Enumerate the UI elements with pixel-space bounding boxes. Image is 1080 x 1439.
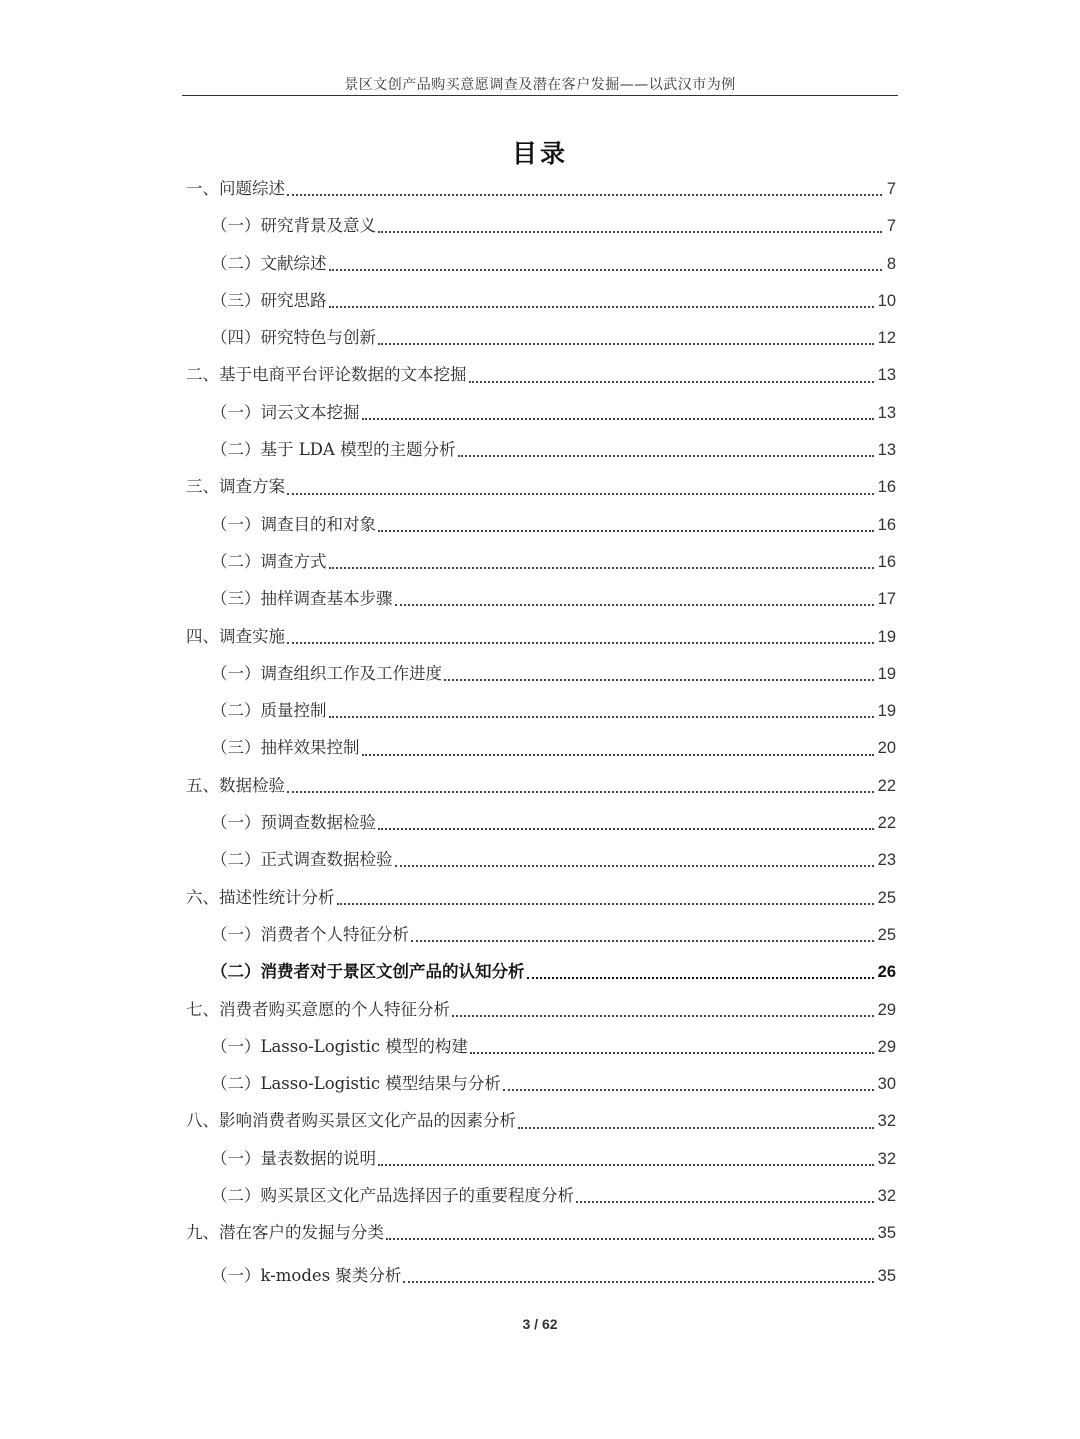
toc-dot-leader	[329, 566, 874, 569]
toc-dot-leader	[362, 753, 874, 756]
toc-entry-label: 一、问题综述	[186, 179, 285, 198]
toc-section-entry[interactable]	[186, 1257, 896, 1294]
toc-dot-leader	[287, 790, 874, 793]
toc-entry-label: （一）预调查数据检验	[211, 813, 376, 833]
toc-dot-leader	[458, 454, 874, 457]
toc-entry-label: （一）词云文本挖掘	[211, 402, 360, 422]
toc-entry-label: （二）消费者对于景区文创产品的认知分析	[211, 962, 525, 982]
toc-section-entry[interactable]	[186, 1065, 896, 1102]
toc-chapter-entry[interactable]	[186, 356, 896, 393]
toc-title: 目录	[511, 139, 568, 168]
toc-section-entry[interactable]	[186, 655, 896, 692]
toc-dot-leader	[576, 1200, 874, 1203]
toc-dot-leader	[287, 193, 882, 196]
toc-section-entry[interactable]	[186, 580, 896, 617]
toc-dot-leader	[395, 864, 874, 867]
running-header-title: 景区文创产品购买意愿调查及潜在客户发掘——以武汉市为例	[344, 77, 736, 93]
toc-entry-page-number: 25	[877, 925, 896, 944]
toc-entry-page-number: 16	[877, 552, 896, 571]
toc-entry-page-number: 16	[877, 478, 896, 497]
toc-dot-leader	[527, 976, 874, 979]
toc-section-entry[interactable]	[186, 729, 896, 766]
toc-chapter-entry[interactable]	[186, 618, 896, 655]
toc-entry-page-number: 17	[877, 590, 896, 609]
toc-entry-label: 二、基于电商平台评论数据的文本挖掘	[186, 365, 467, 385]
toc-section-entry[interactable]	[186, 804, 896, 841]
toc-entry-label: 五、数据检验	[186, 775, 285, 795]
toc-dot-leader	[518, 1126, 874, 1129]
toc-entry-page-number: 10	[877, 291, 896, 310]
toc-section-entry[interactable]	[186, 841, 896, 878]
toc-dot-leader	[287, 641, 874, 644]
toc-entry-page-number: 19	[877, 702, 896, 721]
toc-entry-label: 七、消费者购买意愿的个人特征分析	[186, 999, 450, 1019]
toc-entry-page-number: 25	[877, 888, 896, 907]
toc-chapter-entry[interactable]	[186, 879, 896, 916]
toc-entry-label: （三）抽样调查基本步骤	[211, 589, 393, 609]
toc-entry-label: （二）正式调查数据检验	[211, 850, 393, 870]
toc-dot-leader	[469, 380, 874, 383]
page-number-indicator: 3 / 62	[522, 1316, 558, 1332]
toc-entry-label: （二）文献综述	[211, 253, 327, 273]
toc-entry-page-number: 13	[877, 366, 896, 385]
toc-entry-label: （一）k-modes 聚类分析	[211, 1265, 402, 1285]
toc-section-entry[interactable]	[186, 431, 896, 468]
toc-entry-page-number: 22	[877, 814, 896, 833]
toc-entry-page-number: 35	[877, 1224, 896, 1243]
toc-chapter-entry[interactable]	[186, 1214, 896, 1251]
toc-section-entry[interactable]	[186, 282, 896, 319]
toc-entry-label: （一）消费者个人特征分析	[211, 924, 409, 944]
toc-dot-leader	[378, 342, 874, 345]
toc-entry-page-number: 7	[886, 217, 896, 236]
toc-section-entry[interactable]	[186, 1140, 896, 1177]
toc-chapter-entry[interactable]	[186, 1102, 896, 1139]
toc-entry-label: （三）研究思路	[211, 290, 327, 310]
header-divider	[182, 95, 898, 96]
toc-entry-page-number: 32	[877, 1149, 896, 1168]
toc-chapter-entry[interactable]	[186, 468, 896, 505]
toc-entry-label: （二）购买景区文化产品选择因子的重要程度分析	[211, 1186, 574, 1206]
toc-section-entry[interactable]	[186, 692, 896, 729]
toc-dot-leader	[378, 529, 874, 532]
toc-entry-label: （二）调查方式	[211, 551, 327, 571]
toc-section-entry[interactable]	[186, 245, 896, 282]
toc-chapter-entry[interactable]	[186, 767, 896, 804]
toc-entry-label: （一）调查组织工作及工作进度	[211, 663, 442, 683]
toc-entry-label: （一）调查目的和对象	[211, 514, 376, 534]
toc-entry-label: （二）质量控制	[211, 701, 327, 721]
toc-entry-label: （二）基于 LDA 模型的主题分析	[211, 440, 456, 460]
toc-dot-leader	[503, 1088, 874, 1091]
toc-dot-leader	[378, 230, 882, 233]
toc-dot-leader	[470, 1051, 874, 1054]
toc-entry-label: （一）研究背景及意义	[211, 216, 376, 236]
toc-entry-page-number: 22	[877, 776, 896, 795]
toc-entry-page-number: 35	[877, 1266, 896, 1285]
toc-entry-page-number: 29	[877, 1037, 896, 1056]
toc-chapter-entry[interactable]	[186, 991, 896, 1028]
toc-entry-label: （一）量表数据的说明	[211, 1148, 376, 1168]
toc-dot-leader	[395, 603, 874, 606]
toc-entry-page-number: 13	[877, 403, 896, 422]
toc-dot-leader	[329, 715, 874, 718]
toc-section-entry[interactable]	[186, 394, 896, 431]
toc-section-entry[interactable]	[186, 953, 896, 990]
toc-entry-page-number: 19	[877, 627, 896, 646]
toc-dot-leader	[287, 492, 874, 495]
toc-dot-leader	[452, 1014, 874, 1017]
toc-entry-label: （四）研究特色与创新	[211, 328, 376, 348]
toc-section-entry[interactable]	[186, 916, 896, 953]
toc-dot-leader	[329, 268, 883, 271]
toc-section-entry[interactable]	[186, 207, 896, 244]
toc-section-entry[interactable]	[186, 1028, 896, 1065]
toc-dot-leader	[362, 417, 874, 420]
toc-dot-leader	[403, 1280, 873, 1283]
toc-entry-label: 八、影响消费者购买景区文化产品的因素分析	[186, 1111, 516, 1131]
toc-entry-page-number: 8	[886, 254, 896, 273]
toc-entry-page-number: 23	[877, 851, 896, 870]
toc-entry-page-number: 32	[877, 1112, 896, 1131]
toc-entry-page-number: 16	[877, 515, 896, 534]
toc-entry-page-number: 26	[877, 963, 896, 982]
toc-entry-page-number: 7	[886, 180, 896, 198]
toc-entry-page-number: 12	[877, 329, 896, 348]
toc-entry-page-number: 30	[877, 1075, 896, 1094]
toc-entry-page-number: 32	[877, 1187, 896, 1206]
toc-dot-leader	[444, 678, 874, 681]
toc-entry-label: 九、潜在客户的发掘与分类	[186, 1223, 384, 1243]
toc-chapter-entry[interactable]	[186, 170, 896, 207]
table-of-contents	[186, 170, 896, 1294]
toc-section-entry[interactable]	[186, 543, 896, 580]
toc-entry-label: 六、描述性统计分析	[186, 887, 335, 907]
toc-dot-leader	[386, 1237, 874, 1240]
toc-dot-leader	[337, 902, 874, 905]
toc-dot-leader	[378, 827, 874, 830]
toc-entry-label: （二）Lasso-Logistic 模型结果与分析	[211, 1074, 501, 1094]
toc-dot-leader	[411, 939, 874, 942]
toc-entry-page-number: 19	[877, 664, 896, 683]
toc-entry-page-number: 20	[877, 739, 896, 758]
toc-section-entry[interactable]	[186, 1177, 896, 1214]
toc-entry-page-number: 13	[877, 441, 896, 460]
toc-entry-label: （三）抽样效果控制	[211, 738, 360, 758]
toc-entry-label: （一）Lasso-Logistic 模型的构建	[211, 1036, 468, 1056]
toc-dot-leader	[329, 305, 874, 308]
toc-entry-label: 三、调查方案	[186, 477, 285, 497]
toc-dot-leader	[378, 1163, 874, 1166]
toc-section-entry[interactable]	[186, 319, 896, 356]
toc-entry-label: 四、调查实施	[186, 626, 285, 646]
toc-entry-page-number: 29	[877, 1000, 896, 1019]
toc-section-entry[interactable]	[186, 506, 896, 543]
